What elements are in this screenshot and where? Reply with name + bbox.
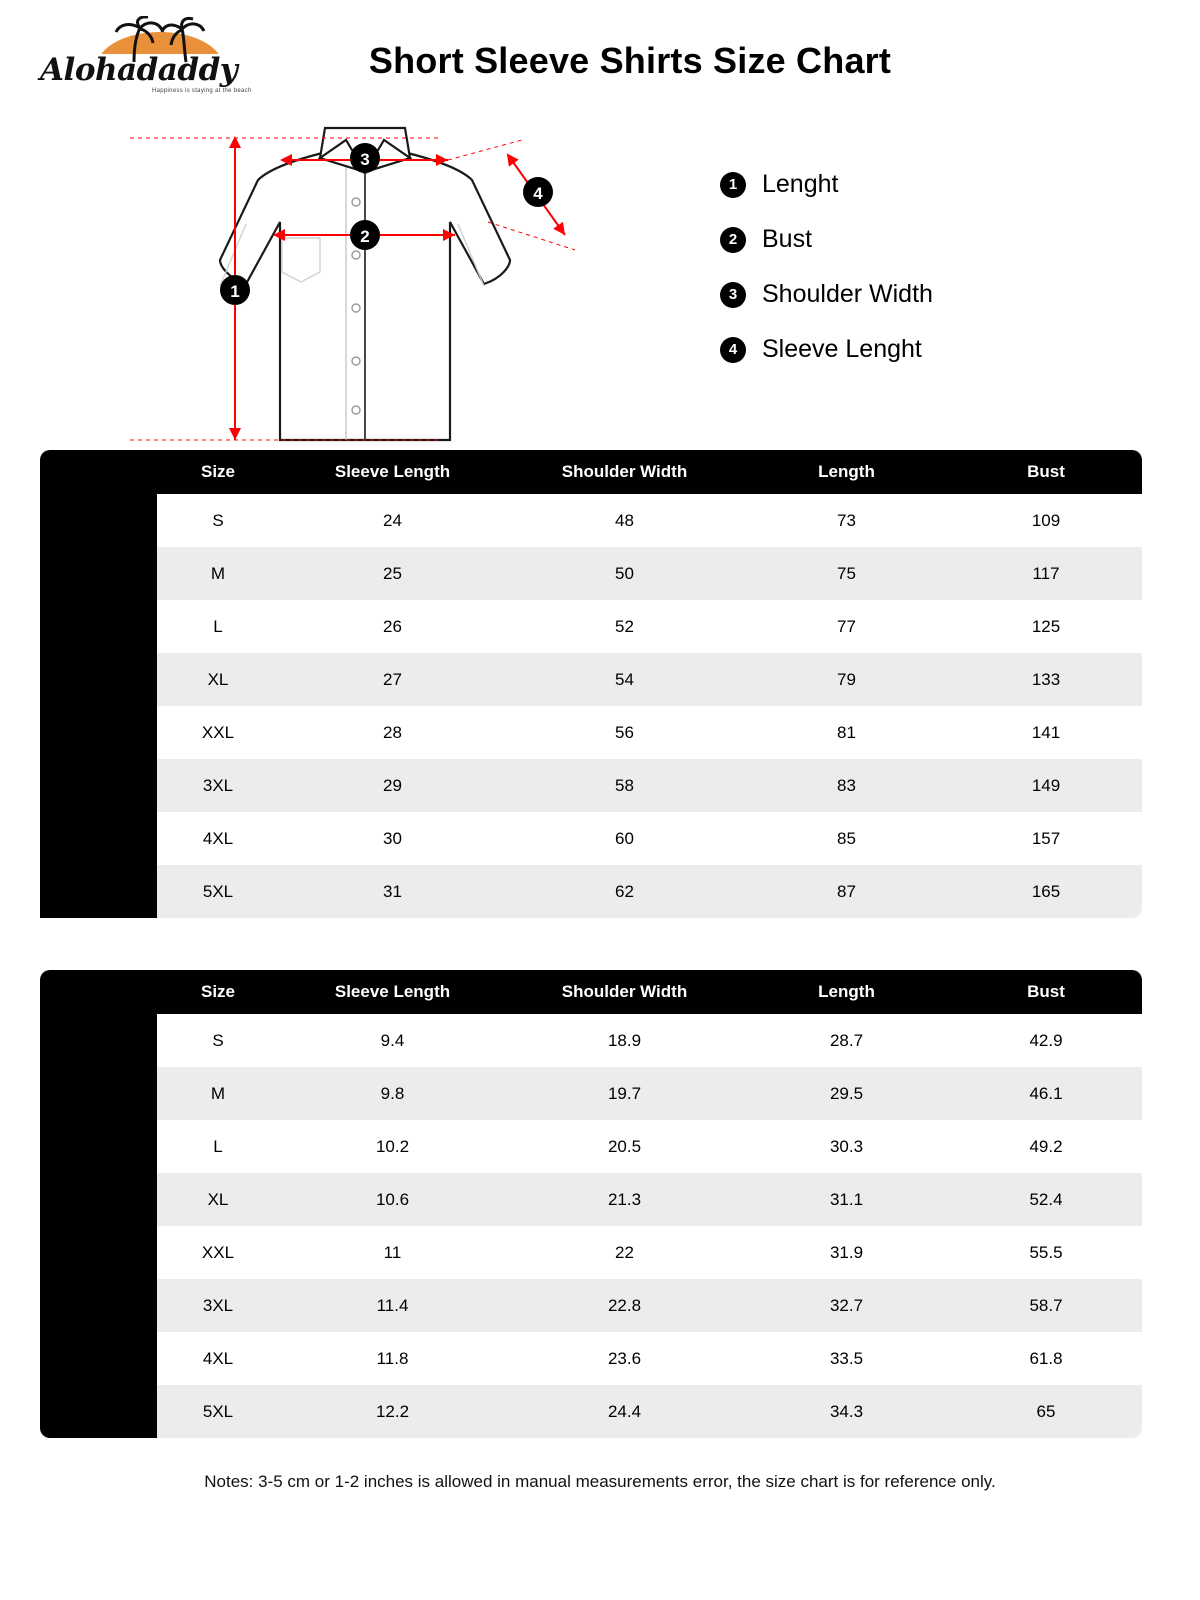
cell-size: XL (157, 1173, 279, 1226)
cell-length: 85 (743, 812, 950, 865)
cell-shoulder: 56 (506, 706, 743, 759)
cm-table-wrapper (40, 450, 1160, 918)
col-header-sleeve: Sleeve Length (279, 970, 506, 1014)
cell-sleeve: 10.6 (279, 1173, 506, 1226)
cell-size: 5XL (157, 865, 279, 918)
cell-shoulder: 62 (506, 865, 743, 918)
brand-tagline: Happiness is staying at the beach (152, 88, 252, 94)
col-header-length: Length (743, 450, 950, 494)
cell-shoulder: 58 (506, 759, 743, 812)
cell-length: 83 (743, 759, 950, 812)
cell-bust: 109 (950, 494, 1142, 547)
cell-length: 33.5 (743, 1332, 950, 1385)
table-header-row (40, 450, 1142, 494)
table-row (40, 1226, 1142, 1279)
cell-bust: 42.9 (950, 1014, 1142, 1067)
cell-size: XL (157, 653, 279, 706)
cell-bust: 55.5 (950, 1226, 1142, 1279)
cell-shoulder: 22 (506, 1226, 743, 1279)
cell-size: M (157, 1067, 279, 1120)
cell-bust: 117 (950, 547, 1142, 600)
legend-badge-3: 3 (720, 282, 746, 308)
cell-shoulder: 50 (506, 547, 743, 600)
cell-length: 29.5 (743, 1067, 950, 1120)
table-row (40, 1173, 1142, 1226)
cell-bust: 52.4 (950, 1173, 1142, 1226)
cell-bust: 49.2 (950, 1120, 1142, 1173)
cell-shoulder: 22.8 (506, 1279, 743, 1332)
cell-size: 5XL (157, 1385, 279, 1438)
legend-item (720, 225, 1140, 254)
table-row (40, 600, 1142, 653)
cell-sleeve: 11 (279, 1226, 506, 1279)
table-row (40, 653, 1142, 706)
legend-badge-4: 4 (720, 337, 746, 363)
diagram-legend (720, 170, 1140, 390)
cell-length: 81 (743, 706, 950, 759)
table-row (40, 759, 1142, 812)
cell-shoulder: 19.7 (506, 1067, 743, 1120)
cell-bust: 133 (950, 653, 1142, 706)
cell-shoulder: 24.4 (506, 1385, 743, 1438)
cell-bust: 149 (950, 759, 1142, 812)
cell-bust: 125 (950, 600, 1142, 653)
cell-length: 75 (743, 547, 950, 600)
legend-label-length: Lenght (762, 170, 839, 198)
cell-bust: 61.8 (950, 1332, 1142, 1385)
cell-sleeve: 30 (279, 812, 506, 865)
cell-size: M (157, 547, 279, 600)
page-title: Short Sleeve Shirts Size Chart (368, 40, 892, 81)
table-spacer (0, 918, 1200, 970)
cell-shoulder: 21.3 (506, 1173, 743, 1226)
cell-sleeve: 27 (279, 653, 506, 706)
cell-shoulder: 23.6 (506, 1332, 743, 1385)
svg-text:3: 3 (360, 150, 370, 169)
cell-sleeve: 29 (279, 759, 506, 812)
measurement-diagram-section (0, 110, 1200, 450)
unit-cell-cm: CM (40, 494, 157, 918)
legend-item (720, 170, 1140, 199)
cell-shoulder: 18.9 (506, 1014, 743, 1067)
cell-shoulder: 54 (506, 653, 743, 706)
cell-shoulder: 48 (506, 494, 743, 547)
col-header-shoulder: Shoulder Width (506, 450, 743, 494)
cell-sleeve: 9.4 (279, 1014, 506, 1067)
cell-sleeve: 10.2 (279, 1120, 506, 1173)
cell-sleeve: 24 (279, 494, 506, 547)
cell-length: 31.1 (743, 1173, 950, 1226)
svg-text:2: 2 (360, 227, 370, 246)
svg-text:4: 4 (533, 184, 543, 203)
size-table-inch (40, 970, 1142, 1438)
legend-item (720, 280, 1140, 309)
cell-size: 3XL (157, 759, 279, 812)
cell-size: 3XL (157, 1279, 279, 1332)
notes-text: Notes: 3-5 cm or 1-2 inches is allowed in manual measurements error, the size chart is for reference only. (204, 1472, 996, 1491)
table-row (40, 1014, 1142, 1067)
cell-size: 4XL (157, 1332, 279, 1385)
table-row (40, 494, 1142, 547)
legend-label-shoulder-width: Shoulder Width (762, 280, 933, 308)
cell-size: L (157, 1120, 279, 1173)
cell-length: 30.3 (743, 1120, 950, 1173)
cell-shoulder: 20.5 (506, 1120, 743, 1173)
cell-size: XXL (157, 706, 279, 759)
table-row (40, 547, 1142, 600)
col-header-size: Size (157, 450, 279, 494)
legend-badge-1: 1 (720, 172, 746, 198)
table-row (40, 1067, 1142, 1120)
cell-length: 73 (743, 494, 950, 547)
cell-length: 28.7 (743, 1014, 950, 1067)
cell-bust: 58.7 (950, 1279, 1142, 1332)
brand-name: Alohadaddy (40, 52, 238, 88)
inch-table-wrapper (40, 970, 1160, 1438)
cell-length: 79 (743, 653, 950, 706)
size-table-cm-body (40, 494, 1142, 918)
table-row (40, 812, 1142, 865)
legend-label-bust: Bust (762, 225, 813, 253)
table-row (40, 1120, 1142, 1173)
col-header-size: Size (157, 970, 279, 1014)
cell-length: 87 (743, 865, 950, 918)
col-header-bust: Bust (950, 450, 1142, 494)
cell-sleeve: 11.4 (279, 1279, 506, 1332)
page-header (0, 0, 1200, 110)
cell-bust: 46.1 (950, 1067, 1142, 1120)
short-sleeve-shirt-measurement-diagram (110, 110, 630, 450)
unit-header-cm (40, 450, 157, 494)
cell-sleeve: 12.2 (279, 1385, 506, 1438)
unit-header-inch (40, 970, 157, 1014)
cell-sleeve: 31 (279, 865, 506, 918)
legend-label-sleeve-length: Sleeve Lenght (762, 335, 922, 363)
table-row (40, 1385, 1142, 1438)
legend-badge-2: 2 (720, 227, 746, 253)
col-header-bust: Bust (950, 970, 1142, 1014)
cell-length: 32.7 (743, 1279, 950, 1332)
cell-size: S (157, 1014, 279, 1067)
col-header-shoulder: Shoulder Width (506, 970, 743, 1014)
cell-shoulder: 52 (506, 600, 743, 653)
cell-sleeve: 11.8 (279, 1332, 506, 1385)
cell-length: 34.3 (743, 1385, 950, 1438)
cell-size: 4XL (157, 812, 279, 865)
col-header-length: Length (743, 970, 950, 1014)
table-row (40, 865, 1142, 918)
table-header-row (40, 970, 1142, 1014)
cell-sleeve: 9.8 (279, 1067, 506, 1120)
cell-sleeve: 25 (279, 547, 506, 600)
cell-bust: 165 (950, 865, 1142, 918)
table-row (40, 1332, 1142, 1385)
cell-length: 77 (743, 600, 950, 653)
cell-size: L (157, 600, 279, 653)
cell-sleeve: 26 (279, 600, 506, 653)
cell-size: S (157, 494, 279, 547)
table-row (40, 706, 1142, 759)
legend-item (720, 335, 1140, 364)
size-table-inch-body (40, 1014, 1142, 1438)
cell-sleeve: 28 (279, 706, 506, 759)
size-table-cm (40, 450, 1142, 918)
col-header-sleeve: Sleeve Length (279, 450, 506, 494)
cell-size: XXL (157, 1226, 279, 1279)
cell-length: 31.9 (743, 1226, 950, 1279)
unit-cell-inch: INCH (40, 1014, 157, 1438)
table-row (40, 1279, 1142, 1332)
cell-bust: 157 (950, 812, 1142, 865)
cell-bust: 65 (950, 1385, 1142, 1438)
svg-text:1: 1 (230, 282, 240, 301)
cell-bust: 141 (950, 706, 1142, 759)
cell-shoulder: 60 (506, 812, 743, 865)
